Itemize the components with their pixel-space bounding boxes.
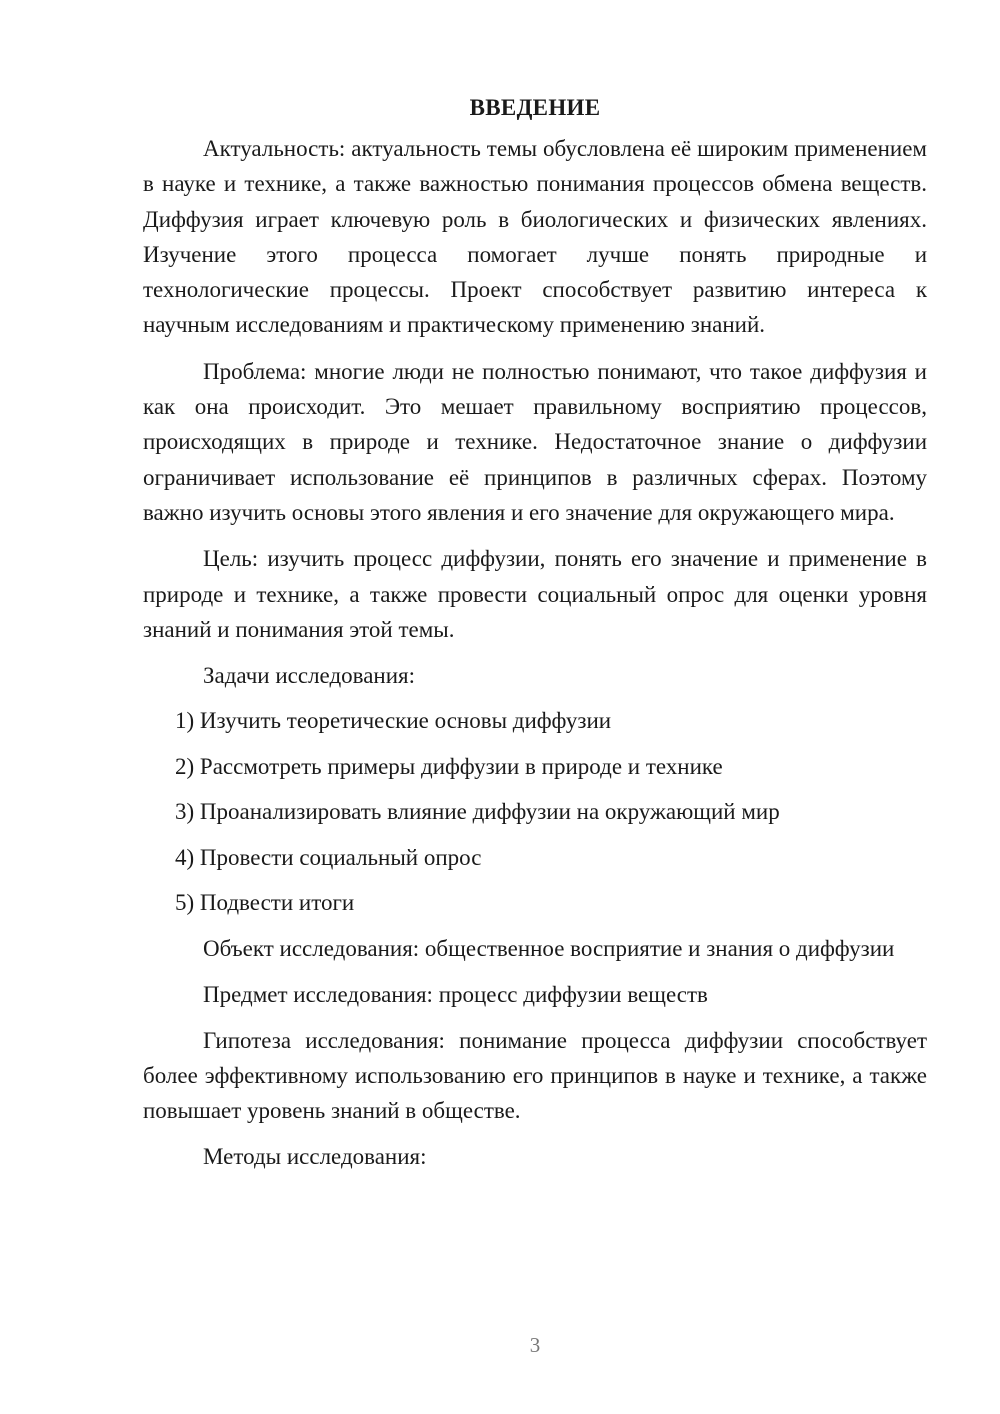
task-item: 2) Рассмотреть примеры диффузии в природе и технике (175, 753, 723, 779)
page-number: 3 (529, 1333, 541, 1357)
task-item: 1) Изучить теоретические основы диффузии (175, 708, 612, 734)
relevance-paragraph: Актуальность: актуальность темы обусловлена её широким применением в науке и технике, а также важностью понимания процессов обмена веществ. Диффузия играет ключевую роль в биологических и физических явлениях. Изучение этого процесса помогает лучше понять природные и технологические процессы. Проект способствует развитию интереса к научным исследованиям и практическому применению знаний. (143, 136, 927, 338)
subject-paragraph: Предмет исследования: процесс диффузии веществ (203, 982, 708, 1008)
task-item: 3) Проанализировать влияние диффузии на окружающий мир (175, 799, 780, 825)
task-item: 4) Провести социальный опрос (175, 844, 482, 870)
page-content (143, 90, 927, 1185)
task-item: 5) Подвести итоги (175, 890, 355, 916)
tasks-list (143, 703, 927, 920)
methods-heading: Методы исследования: (203, 1144, 427, 1170)
section-title: ВВЕДЕНИЕ (469, 95, 601, 120)
tasks-heading: Задачи исследования: (203, 663, 416, 689)
object-paragraph: Объект исследования: общественное восприятие и знания о диффузии (203, 935, 895, 961)
problem-paragraph: Проблема: многие люди не полностью понимают, что такое диффузия и как она происходит. Это мешает правильному восприятию процессов, происходящих в природе и технике. Недостаточное знание о диффузии ограничивает использование её принципов в различных сферах. Поэтому важно изучить основы этого явления и его значение для окружающего мира. (143, 358, 927, 525)
goal-paragraph: Цель: изучить процесс диффузии, понять его значение и применение в природе и технике, а также провести социальный опрос для оценки уровня знаний и понимания этой темы. (143, 546, 927, 642)
hypothesis-paragraph: Гипотеза исследования: понимание процесса диффузии способствует более эффективному использованию его принципов в науке и технике, а также повышает уровень знаний в обществе. (143, 1027, 927, 1124)
